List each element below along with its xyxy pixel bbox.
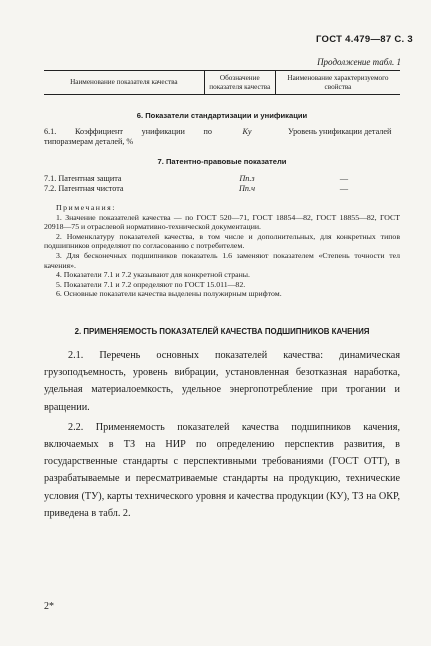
page-mark: 2* [44, 601, 54, 612]
indicators-table-header [44, 70, 400, 95]
col-characterized-property: Наименование характеризуемого свойства [275, 71, 400, 95]
row-7-2-symbol: Пп.ч [239, 184, 255, 193]
row-7-1-name: 7.1. Патентная защита [44, 174, 122, 183]
row-7-1-property: — [339, 174, 349, 183]
col-indicator-name: Наименование показателя качества [44, 71, 204, 95]
row-6-1-symbol: Kу [242, 127, 252, 136]
row-7-2-property: — [339, 184, 349, 193]
note-item: 3. Для бесконечных подшипников показатель 1.6 заменяют показателем «Степень точности тел качения». [44, 250, 400, 270]
notes-heading: Примечания: [56, 203, 116, 212]
row-6-1-name: 6.1. Коэффициент унификации по типоразмерам деталей, % [44, 127, 212, 146]
note-item: 2. Номенклатуру показателей качества, в том числе и дополнительных, для конкретных типов подшипников определяют по согласованию с потребителем. [44, 231, 400, 251]
col-indicator-symbol: Обозначение показателя качества [204, 71, 275, 95]
section-7-title: 7. Патентно-правовые показатели [157, 157, 287, 166]
section-2-title: 2. ПРИМЕНЯЕМОСТЬ ПОКАЗАТЕЛЕЙ КАЧЕСТВА ПОДШИПНИКОВ КАЧЕНИЯ [74, 327, 370, 336]
paragraph-2-1: 2.1. Перечень основных показателей качества: динамическая грузоподъемность, уровень вибрации, установленная безотказная наработка, удельная материалоемкость, удельное энергопотребление при трогании и вращении. [44, 350, 400, 413]
section-6-title: 6. Показатели стандартизации и унификации [136, 111, 308, 120]
standard-header: ГОСТ 4.479—87 С. 3 [315, 34, 413, 45]
note-item: 6. Основные показатели качества выделены полужирным шрифтом. [56, 289, 282, 299]
table-continuation-label: Продолжение табл. 1 [317, 57, 401, 67]
notes-block [44, 203, 400, 299]
row-6-1-property: Уровень унификации деталей [288, 127, 392, 136]
note-item: 5. Показатели 7.1 и 7.2 определяют по ГОСТ 15.011—82. [56, 279, 246, 289]
paragraph-2-2: 2.2. Применяемость показателей качества подшипников качения, включаемых в ТЗ на НИР по определению перспектив развития, в государственные стандарты с перспективными требованиями (ГОСТ ОТТ), в разрабатываемые и пересматриваемые стандарты на продукцию, технические условия (ТУ), карты технического уровня и качества продукции (КУ), ТЗ на ОКР, приведена в табл. 2. [44, 421, 400, 519]
row-7-1-symbol: Пп.з [239, 174, 255, 183]
note-item: 1. Значение показателей качества — по ГОСТ 520—71, ГОСТ 18854—82, ГОСТ 18855—82, ГОСТ 20918—75 и отраслевой нормативно-технической документации. [44, 212, 400, 232]
row-7-2-name: 7.2. Патентная чистота [44, 184, 124, 193]
section-2-body [44, 347, 400, 522]
note-item: 4. Показатели 7.1 и 7.2 указывают для конкретной страны. [56, 270, 250, 280]
